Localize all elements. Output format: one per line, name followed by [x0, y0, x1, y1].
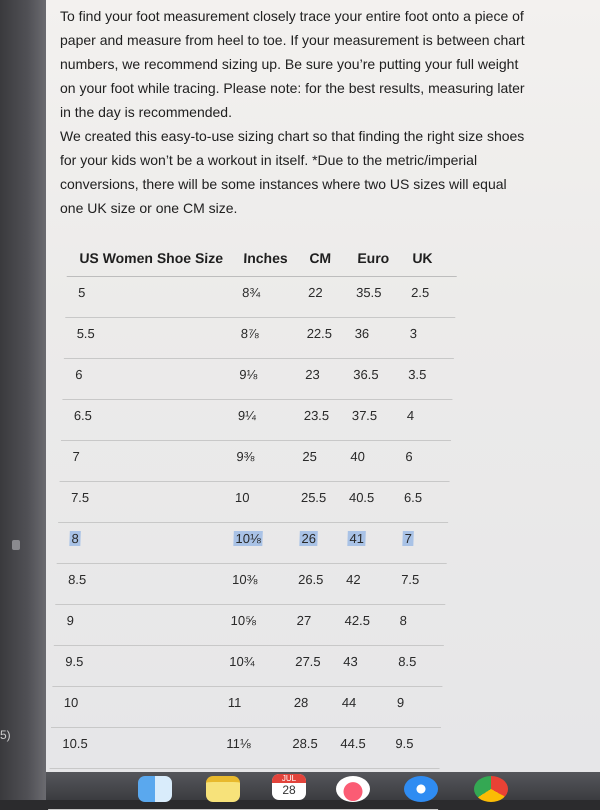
cell-inches: 10⅜ [231, 572, 258, 587]
cell-cm: 27.5 [295, 654, 321, 669]
cell-inches: 8¾ [241, 285, 261, 300]
safari-icon[interactable] [404, 776, 438, 802]
cell-euro: 40 [350, 449, 366, 464]
notes-icon[interactable] [206, 776, 240, 802]
cell-inches: 10 [234, 490, 250, 505]
cell-uk: 8 [399, 613, 408, 628]
table-row [51, 687, 442, 728]
table-row [64, 318, 455, 359]
calendar-day: 28 [282, 783, 296, 797]
cell-us-size: 7 [72, 449, 80, 464]
cell-cm: 28.5 [292, 736, 318, 751]
cell-cm: 22.5 [306, 326, 333, 341]
cell-inches: 8⅞ [240, 326, 260, 341]
music-icon[interactable] [336, 776, 370, 802]
cell-inches: 10⅝ [230, 613, 257, 628]
cell-us-size: 10 [63, 695, 79, 710]
size-chart-table [48, 240, 458, 810]
table-row [65, 277, 456, 318]
chrome-icon[interactable] [474, 776, 508, 802]
cell-inches: 9⅜ [236, 449, 255, 464]
bezel-mark [12, 540, 20, 550]
cell-cm: 28 [293, 695, 309, 710]
cell-inches: 11 [227, 695, 242, 710]
cell-euro: 43 [343, 654, 359, 669]
cell-uk: 9.5 [395, 736, 414, 751]
calendar-icon[interactable] [272, 774, 306, 800]
cell-cm: 27 [296, 613, 312, 628]
table-row [58, 482, 449, 523]
cell-euro: 37.5 [351, 408, 378, 423]
table-row [52, 646, 443, 687]
intro-paragraph-2: We created this easy-to-use sizing chart so that finding the right size shoes for your kids won’t be a workout in itself. *Due to the metric/imperial conversions, there will be some instances where two US sizes will equal one UK size or one CM size. [60, 128, 525, 216]
cell-us-size: 8 [71, 531, 80, 546]
dock [46, 772, 600, 800]
web-page [46, 0, 600, 772]
intro-paragraph-1: To find your foot measurement closely trace your entire foot onto a piece of paper and measure from heel to toe. If your measurement is between chart numbers, we recommend sizing up. Be sure you’re putting your full weight on your foot while tracing. Please note: for the best results, measuring later in the day is recommended. [60, 8, 525, 120]
cell-inches: 9⅛ [239, 367, 258, 382]
cell-euro: 40.5 [348, 490, 375, 505]
header-us-size: US Women Shoe Size [79, 250, 224, 266]
cell-us-size: 9 [66, 613, 75, 628]
cell-cm: 22 [307, 285, 323, 300]
cell-euro: 35.5 [355, 285, 382, 300]
table-row [55, 564, 446, 605]
cell-cm: 25.5 [300, 490, 327, 505]
cell-us-size: 9.5 [65, 654, 84, 669]
cell-uk: 3 [409, 326, 418, 341]
finder-icon[interactable] [138, 776, 172, 802]
cell-cm: 26.5 [297, 572, 324, 587]
table-row [57, 523, 448, 564]
cell-uk: 3.5 [408, 367, 427, 382]
cell-uk: 4 [406, 408, 415, 423]
cell-uk: 6 [405, 449, 413, 464]
cell-uk: 8.5 [398, 654, 417, 669]
cell-euro: 42.5 [344, 613, 371, 628]
cell-euro: 41 [349, 531, 365, 546]
cell-cm: 25 [302, 449, 318, 464]
cell-euro: 36 [354, 326, 370, 341]
intro-text [60, 4, 530, 220]
cell-uk: 6.5 [403, 490, 423, 505]
cell-cm: 23 [305, 367, 321, 382]
table-row [62, 359, 453, 400]
cell-uk: 7 [404, 531, 413, 546]
cell-us-size: 6 [75, 367, 83, 382]
header-cm: CM [309, 250, 332, 266]
table-row [61, 400, 452, 441]
cell-inches: 10¾ [229, 654, 255, 669]
cell-cm: 23.5 [303, 408, 330, 423]
cell-euro: 44.5 [340, 736, 366, 751]
header-euro: Euro [357, 250, 390, 266]
table-row [54, 605, 445, 646]
cell-euro: 42 [345, 572, 361, 587]
table-row [60, 441, 451, 482]
cell-us-size: 5.5 [76, 326, 96, 341]
cell-inches: 10⅛ [235, 531, 262, 546]
cell-cm: 26 [301, 531, 317, 546]
table-body [48, 277, 457, 810]
cell-uk: 9 [396, 695, 405, 710]
cell-us-size: 5 [77, 285, 86, 300]
header-inches: Inches [243, 250, 289, 266]
cell-us-size: 6.5 [73, 408, 93, 423]
table-header [67, 240, 458, 277]
cell-us-size: 10.5 [62, 736, 88, 751]
cell-inches: 9¼ [237, 408, 257, 423]
cell-us-size: 7.5 [70, 490, 90, 505]
cell-uk: 2.5 [410, 285, 430, 300]
table-row [50, 728, 441, 769]
cell-euro: 36.5 [353, 367, 379, 382]
cell-us-size: 8.5 [67, 572, 87, 587]
cell-inches: 11⅛ [226, 736, 252, 751]
calendar-month: JUL [272, 774, 306, 783]
monitor-bezel [0, 0, 46, 800]
header-uk: UK [412, 250, 433, 266]
cell-uk: 7.5 [400, 572, 420, 587]
cell-euro: 44 [341, 695, 357, 710]
bezel-edge-text: 5) [0, 728, 11, 742]
